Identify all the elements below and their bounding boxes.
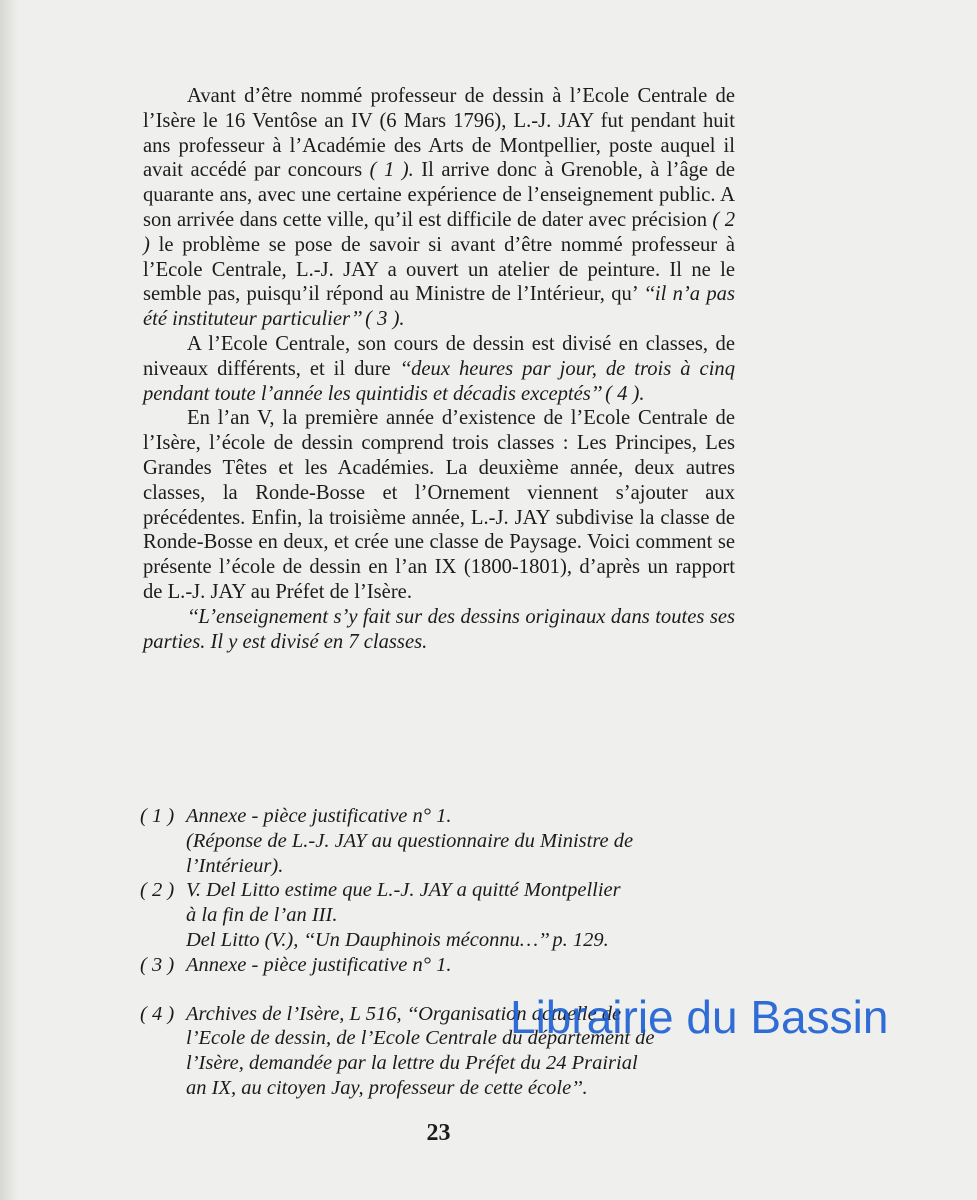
footnote-line: V. Del Litto estime que L.-J. JAY a quitté Montpellier <box>186 879 621 902</box>
footnote-line: (Réponse de L.-J. JAY au questionnaire du Ministre de <box>186 829 634 852</box>
footnote-line: an IX, au citoyen Jay, professeur de cette école’’. <box>186 1076 588 1099</box>
footnote-mark: ( 4 ) <box>140 1002 175 1025</box>
text-run: Avant d’être nommé professeur de dessin à l’Ecole Centrale de l’Isère le 16 Ventôse an IV (6 Mars 1796), L.-J. JAY fut pendant huit ans professeur à l’Académie des Arts de Montpellier, poste auquel il avait accédé par concours <box>143 85 735 182</box>
footnote <box>140 953 740 978</box>
italic-text: ‘‘deux heures par jour, de trois à cinq pendant toute l’année les quintidis et décadis exceptés’’ ( 4 ). <box>143 357 736 405</box>
page-edge-shadow <box>0 0 18 1200</box>
footnote <box>140 804 740 878</box>
text-run: A l’Ecole Centrale, son cours de dessin est divisé en classes, de niveaux différents, et il dure <box>143 332 735 380</box>
footnote-line: l’Isère, demandée par la lettre du Préfet du 24 Prairial <box>186 1052 638 1075</box>
footnote-line: Annexe - pièce justificative n° 1. <box>186 953 452 976</box>
paragraph <box>143 84 735 332</box>
page-number: 23 <box>426 1120 451 1146</box>
text-run: Il arrive donc à Grenoble, à l’âge de quarante ans, avec une certaine expérience de l’enseignement public. A son arrivée dans cette ville, qu’il est difficile de dater avec précision <box>143 159 735 231</box>
italic-text: ( 1 ). <box>369 159 414 182</box>
italic-text: ‘‘L’enseignement s’y fait sur des dessins originaux dans toutes ses parties. Il y est divisé en 7 classes. <box>143 605 735 653</box>
watermark: Librairie du Bassin <box>510 991 889 1043</box>
text-run: le problème se pose de savoir si avant d’être nommé professeur à l’Ecole Centrale, L.-J. JAY a ouvert un atelier de peinture. Il ne le semble pas, puisqu’il répond au Ministre de l’Intérieur, qu’ <box>143 233 735 306</box>
footnote <box>140 878 740 952</box>
italic-text: ( 2 ) <box>143 208 735 256</box>
footnote-line: à la fin de l’an III. <box>186 904 338 927</box>
footnote-mark: ( 1 ) <box>140 805 175 827</box>
paragraph <box>143 605 735 655</box>
footnote-line: Archives de l’Isère, L 516, ‘‘Organisation actuelle de <box>186 1002 622 1025</box>
body-text <box>143 84 735 654</box>
footnote-mark: ( 2 ) <box>140 879 175 902</box>
footnote-mark: ( 3 ) <box>140 953 175 976</box>
paragraph <box>143 332 735 406</box>
paragraph <box>143 406 735 604</box>
text-run: En l’an V, la première année d’existence de l’Ecole Centrale de l’Isère, l’école de dessin comprend trois classes : Les Principes, Les Grandes Têtes et les Académies. La deuxième année, deux autres classes, la Ronde-Bosse et l’Ornement viennent s’ajouter aux précédentes. Enfin, la troisième année, L.-J. JAY subdivise la classe de Ronde-Bosse en deux, et crée une classe de Paysage. Voici comment se présente l’école de dessin en l’an IX (1800-1801), d’après un rapport de L.-J. JAY au Préfet de l’Isère. <box>143 407 735 603</box>
footnote-line: Annexe - pièce justificative n° 1. <box>186 805 452 827</box>
footnote-line: l’Ecole de dessin, de l’Ecole Centrale du département de <box>186 1027 655 1050</box>
footnote-line: l’Intérieur). <box>186 854 284 877</box>
italic-text: ‘‘il n’a pas été instituteur particulier’’ ( 3 ). <box>143 283 735 331</box>
footnotes <box>140 804 740 1101</box>
footnote-line: Del Litto (V.), ‘‘Un Dauphinois méconnu…’’ p. 129. <box>186 928 609 951</box>
